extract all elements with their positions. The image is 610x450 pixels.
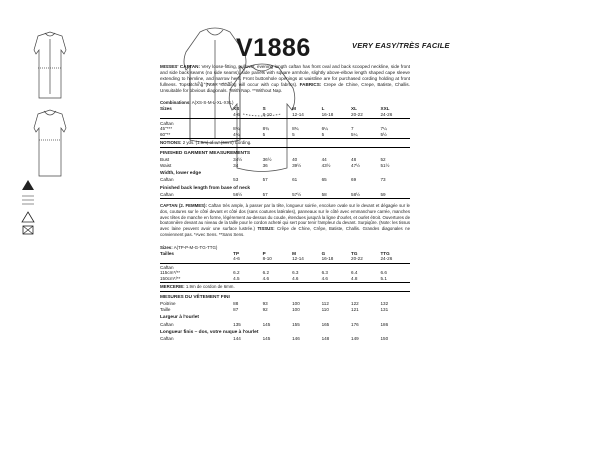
cell: 148 <box>321 336 330 342</box>
mercerie-label: MERCERIE: <box>160 284 185 290</box>
cell: 53 <box>233 177 239 183</box>
cell: 47½ <box>351 162 360 168</box>
english-finished-back-table <box>160 192 410 198</box>
cell: 165 <box>321 321 330 327</box>
largeur-caftan-label: Caftan <box>160 321 174 327</box>
taille-tg: TG <box>351 250 358 256</box>
cell: 8-10 <box>262 256 272 262</box>
divider <box>160 138 410 139</box>
french-caftan-text: Caftan très ample, à passer par la tête, longueur soirée, encolure ovale sur le devant et dégagée sur le dos, coutures sur le côté devant et côté dos (sans coutures latérales), panneaux sur le côté avec emmanchure carrée, manches avec têtes de manche en forme, légèrement au-dessus du coude, étendues jusqu'à la ligne d'ourlet, et ourlet étroit. Ouvertures de boutonnière devant au niveau de la taille pour le cordon acheté qui sert pour tenir l'ampleur du devant. Surpiqûre. (Note: les tissus avec laine peuvent avoir une surface lustrée.) <box>160 203 410 231</box>
tissus-text: Crêpe de Chine, Crêpe, Batiste, Challis. Grandes diagonales ne conviennent pas. *Avec Sens. **Sans Sens. <box>160 226 410 237</box>
cell: 40 <box>292 157 298 163</box>
sizes-label: Sizes <box>160 106 172 112</box>
cell: 24-26 <box>380 256 393 262</box>
combinations-label: Combinations: <box>160 100 191 106</box>
taille-m: M <box>292 250 296 256</box>
taille-tp: TP <box>233 250 240 256</box>
cell: 87 <box>233 306 239 312</box>
english-fgm-table <box>160 157 410 168</box>
longueur-heading: Longueur finis – dos, votre nuque à l'ourlet <box>160 329 259 335</box>
cell: 7 <box>351 126 354 132</box>
divider <box>160 147 410 148</box>
cell: 88 <box>233 301 239 307</box>
cell: 100 <box>292 306 300 312</box>
table-row <box>160 307 410 313</box>
cell: 150 <box>380 336 389 342</box>
french-yardage-label-150: 150cm*/** <box>160 276 181 282</box>
cell: 6.4 <box>351 270 358 276</box>
description-intro-label: MISSES' CAFTAN: <box>160 64 201 69</box>
taille-row-label: Taille <box>160 306 171 312</box>
cell: 145 <box>262 321 271 327</box>
taille-g: G <box>321 250 326 256</box>
french-longueur-table <box>160 336 410 342</box>
cell: 8¾ <box>262 126 270 132</box>
blank-cell <box>160 112 233 118</box>
table-row <box>160 192 410 198</box>
size-m: M <box>292 106 296 112</box>
cell: 176 <box>351 321 359 327</box>
divider <box>160 263 410 264</box>
table-row <box>160 336 410 342</box>
finished-back-heading: Finished back length from base of neck <box>160 185 251 191</box>
french-size-table <box>160 250 410 261</box>
cell: 5 <box>292 131 295 137</box>
cell: 132 <box>380 301 389 307</box>
size-xl: XL <box>351 106 357 112</box>
cell: 6¼ <box>321 126 328 132</box>
cell: 4.5 <box>233 276 240 282</box>
cell: 44 <box>321 157 327 163</box>
cell: 5 <box>262 131 266 137</box>
yardage-row-label-45: 45"*** <box>160 126 173 132</box>
cell: 6.6 <box>380 270 387 276</box>
notions-text: 2 yds. (1.9m) of ¼" (6mm) Cording. <box>182 140 252 145</box>
description-intro-text: Very loose-fitting, pullover, evening length caftan has front oval and back scooped neckline, side front and side back seams (no side seams), side panels with square armhole, slightly above-elbow length shaped cape sleeve extending to hemline, and narrow hem. Front buttonhole openings at waistline are for purchased cording holding at front fullness. Topstitching (Note: shading will occur with cup fabrics). <box>160 64 410 88</box>
cell: 36 <box>262 162 268 168</box>
french-caftan-label: CAFTAN (2. FEMMES): <box>160 203 207 209</box>
cell: 4.6 <box>292 276 299 282</box>
description-paragraph <box>160 64 410 94</box>
mesures-heading: MESURES DU VÊTEMENT FINI <box>160 295 230 301</box>
cell: 145 <box>262 336 271 342</box>
cell: 8¾ <box>233 126 240 132</box>
cell: 6.3 <box>321 270 328 276</box>
cell: 6.2 <box>262 270 270 276</box>
cell: 144 <box>233 336 241 342</box>
cell: 6.3 <box>292 270 299 276</box>
english-width-table <box>160 177 410 183</box>
blank-cell <box>160 256 233 262</box>
table-row <box>160 162 410 168</box>
french-yardage-table <box>160 265 410 282</box>
table-row <box>160 131 410 137</box>
cell: 5.1 <box>380 276 387 282</box>
fabrics-text: Crepe de Chine, Crepe, Batiste, Challis. Unsuitable for obvious diagonals. *With Nap. **Without Nap. <box>160 82 410 94</box>
yardage-row-label-60: 60"** <box>160 131 171 137</box>
mercerie-line <box>160 284 410 290</box>
cell: 57 <box>262 191 268 197</box>
cell: 59 <box>380 191 386 197</box>
cell: 5 <box>321 131 325 137</box>
table-row-size-numbers <box>160 112 410 118</box>
cell: 69 <box>351 177 357 183</box>
table-row-french-size-numbers <box>160 256 410 262</box>
cell: 112 <box>321 301 329 307</box>
french-mesures-table <box>160 301 410 312</box>
divider <box>160 282 410 283</box>
size-num-m: 12-14 <box>292 111 304 117</box>
taille-p: P <box>262 250 266 256</box>
longueur-caftan-label: Caftan <box>160 336 174 342</box>
combinations-value: A(XS-S-M-L-XL-XXL) <box>191 100 234 106</box>
cell: 12-14 <box>292 256 304 262</box>
cell: 4.6 <box>321 276 328 282</box>
cell: 39½ <box>292 162 302 168</box>
tissus-label: TISSUS: <box>257 226 275 231</box>
cell: 149 <box>351 336 359 342</box>
table-row <box>160 177 410 183</box>
notions-label: NOTIONS: <box>160 140 182 145</box>
french-yardage-title: Caftan <box>160 264 174 270</box>
cell: 20-22 <box>351 256 363 262</box>
cell: 57½ <box>292 191 302 197</box>
cell: 122 <box>351 301 359 307</box>
cell: 57 <box>262 177 268 183</box>
taille-ttg: TTG <box>380 250 390 256</box>
largeur-heading: Largeur à l'ourlet <box>160 315 199 321</box>
size-xs: XS <box>233 106 240 112</box>
cell: 6.2 <box>233 270 240 276</box>
cell: 52 <box>380 157 386 163</box>
cell: 4.8 <box>351 276 358 282</box>
cell: 36½ <box>262 157 272 163</box>
cell: 100 <box>292 301 300 307</box>
cell: 131 <box>380 306 389 312</box>
tailles-label: Tailles <box>160 250 174 256</box>
cell: 110 <box>321 306 329 312</box>
cell: 8¾ <box>292 126 299 132</box>
divider <box>160 291 410 292</box>
size-num-l: 16-18 <box>321 111 334 117</box>
cell: 48 <box>351 157 357 163</box>
poitrine-label: Poitrine <box>160 301 176 307</box>
cell: 65 <box>321 177 327 183</box>
size-l: L <box>321 106 325 112</box>
cell: 186 <box>380 321 389 327</box>
cell: 4¾ <box>233 131 240 137</box>
yardage-title: Caftan <box>160 120 174 126</box>
cell: 56½ <box>233 191 243 197</box>
finished-back-caftan-label: Caftan <box>160 191 174 197</box>
cell: 93 <box>262 301 268 307</box>
cell: 135 <box>233 321 241 327</box>
size-num-s: 8-10 <box>262 111 272 117</box>
size-num-xs: 4-6 <box>233 111 240 117</box>
french-description-paragraph <box>160 203 410 237</box>
cell: 155 <box>292 321 300 327</box>
cell: 121 <box>351 306 359 312</box>
cell: 58 <box>321 191 327 197</box>
difficulty-label: VERY EASY/TRÈS FACILE <box>352 41 450 50</box>
cell: 4-6 <box>233 256 240 262</box>
size-num-xl: 20-22 <box>351 111 363 117</box>
cell: 146 <box>292 336 300 342</box>
size-s: S <box>262 106 266 112</box>
cell: 34½ <box>233 157 243 163</box>
french-largeur-table <box>160 321 410 327</box>
cell: 61 <box>292 177 298 183</box>
table-row <box>160 276 410 282</box>
cell: 5½ <box>380 131 387 137</box>
cell: 34 <box>233 162 239 168</box>
cell: 73 <box>380 177 386 183</box>
french-yardage-label-115: 115cm*/** <box>160 270 181 276</box>
fgm-bust-label: Bust <box>160 157 170 163</box>
size-xxl: XXL <box>380 106 390 112</box>
pattern-symbol-marks <box>18 178 42 238</box>
english-yardage-table <box>160 120 410 137</box>
english-size-table <box>160 106 410 117</box>
notions-line <box>160 140 410 146</box>
divider <box>160 198 410 199</box>
mercerie-text: 1.9m de cordon de 6mm. <box>185 284 235 290</box>
width-caftan-label: Caftan <box>160 177 174 183</box>
page-title: V1886 <box>236 34 311 62</box>
french-sizes-label: Sizes: <box>160 244 173 250</box>
cell: 4.6 <box>262 276 270 282</box>
french-sizes-value: A(TP-P-M-G-TG-TTG) <box>173 244 218 250</box>
divider <box>160 118 410 119</box>
width-heading: Width, lower edge <box>160 170 201 176</box>
fgm-heading: FINISHED GARMENT MEASUREMENTS <box>160 150 251 156</box>
table-row <box>160 321 410 327</box>
size-num-xxl: 24-26 <box>380 111 393 117</box>
fgm-waist-label: Waist <box>160 162 172 168</box>
cell: 58½ <box>351 191 360 197</box>
cell: 51½ <box>380 162 390 168</box>
cell: 7¼ <box>380 126 387 132</box>
content-block <box>160 64 410 341</box>
cell: 92 <box>262 306 268 312</box>
fabrics-label: FABRICS: <box>299 82 322 88</box>
cell: 5¼ <box>351 131 358 137</box>
cell: 43½ <box>321 162 331 168</box>
cell: 16-18 <box>321 256 334 262</box>
